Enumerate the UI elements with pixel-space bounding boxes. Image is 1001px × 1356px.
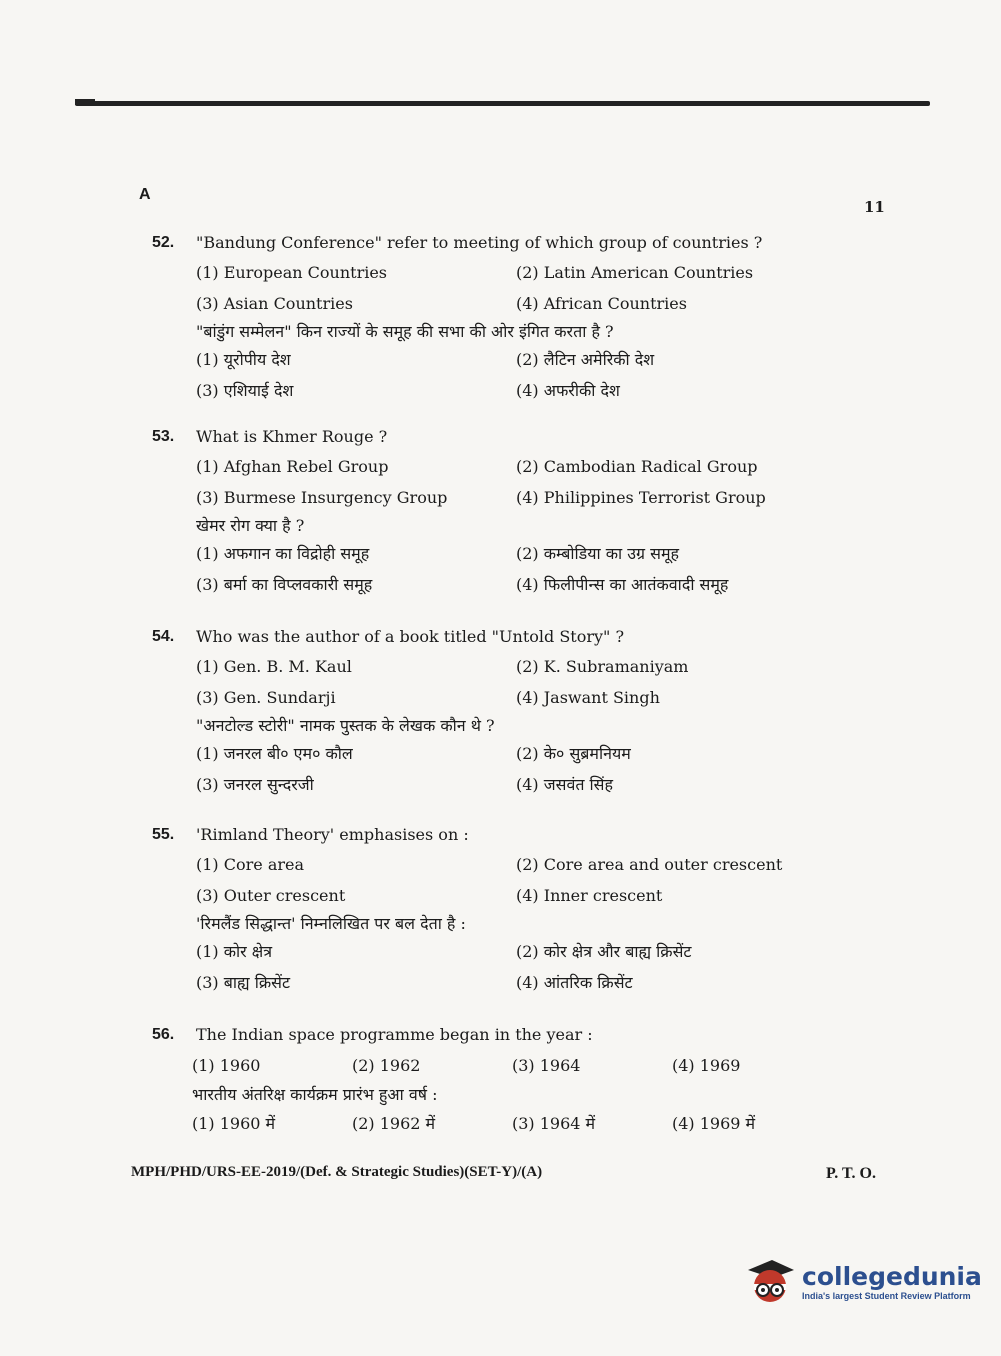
question-number: 53. — [152, 428, 175, 445]
option-hi: (3) एशियाई देश — [196, 381, 294, 400]
option-hi: (4) आंतरिक क्रिसेंट — [516, 973, 633, 992]
option-en: (3) Burmese Insurgency Group — [196, 488, 448, 507]
option-en: (1) 1960 — [192, 1056, 261, 1075]
collegedunia-watermark — [744, 1256, 982, 1308]
question-text-en: Who was the author of a book titled "Untold Story" ? — [196, 627, 625, 646]
top-rule — [75, 101, 930, 106]
question-number: 52. — [152, 234, 175, 251]
question-text-en: "Bandung Conference" refer to meeting of which group of countries ? — [196, 233, 763, 252]
option-en: (3) Gen. Sundarji — [196, 688, 336, 707]
question-text-hi: भारतीय अंतरिक्ष कार्यक्रम प्रारंभ हुआ वर्ष : — [192, 1085, 438, 1104]
option-en: (4) 1969 — [672, 1056, 741, 1075]
option-en: (1) Core area — [196, 855, 305, 874]
option-en: (3) 1964 — [512, 1056, 581, 1075]
option-hi: (4) फिलीपीन्स का आतंकवादी समूह — [516, 575, 729, 594]
option-en: (2) Latin American Countries — [516, 263, 754, 282]
option-en: (2) Core area and outer crescent — [516, 855, 783, 874]
option-en: (1) Gen. B. M. Kaul — [196, 657, 352, 676]
option-en: (2) K. Subramaniyam — [516, 657, 689, 676]
option-hi: (4) जसवंत सिंह — [516, 775, 613, 794]
option-hi: (1) 1960 में — [192, 1114, 276, 1133]
question-number: 55. — [152, 826, 175, 843]
option-hi: (2) लैटिन अमेरिकी देश — [516, 350, 655, 369]
brand-name: collegedunia — [802, 1262, 982, 1291]
option-hi: (4) 1969 में — [672, 1114, 756, 1133]
option-en: (4) African Countries — [516, 294, 687, 313]
option-hi: (3) बाह्य क्रिसेंट — [196, 973, 291, 992]
question-55 — [152, 822, 832, 996]
question-53 — [152, 424, 832, 598]
option-hi: (2) कम्बोडिया का उग्र समूह — [516, 544, 680, 563]
question-text-en: What is Khmer Rouge ? — [196, 427, 388, 446]
question-54 — [152, 624, 832, 798]
set-letter: A — [139, 186, 151, 203]
option-en: (4) Inner crescent — [516, 886, 663, 905]
option-en: (3) Outer crescent — [196, 886, 346, 905]
option-en: (2) 1962 — [352, 1056, 421, 1075]
pto-label: P. T. O. — [826, 1165, 876, 1182]
question-number: 54. — [152, 628, 175, 645]
option-hi: (3) बर्मा का विप्लवकारी समूह — [196, 575, 373, 594]
question-text-en: 'Rimland Theory' emphasises on : — [196, 825, 469, 844]
mascot-logo-icon — [744, 1256, 796, 1308]
option-en: (1) European Countries — [196, 263, 388, 282]
option-hi: (1) कोर क्षेत्र — [196, 942, 273, 961]
question-text-hi: 'रिमलैंड सिद्धान्त' निम्नलिखित पर बल देता है : — [196, 914, 466, 933]
option-hi: (2) कोर क्षेत्र और बाह्य क्रिसेंट — [516, 942, 692, 961]
option-hi: (2) 1962 में — [352, 1114, 436, 1133]
option-hi: (3) 1964 में — [512, 1114, 596, 1133]
option-en: (1) Afghan Rebel Group — [196, 457, 389, 476]
option-en: (4) Philippines Terrorist Group — [516, 488, 766, 507]
question-text-en: The Indian space programme began in the year : — [196, 1025, 593, 1044]
question-56 — [152, 1022, 832, 1138]
page-number: 11 — [864, 198, 885, 216]
option-hi: (4) अफरीकी देश — [516, 381, 620, 400]
option-hi: (1) जनरल बी० एम० कौल — [196, 744, 353, 763]
option-hi: (1) यूरोपीय देश — [196, 350, 291, 369]
question-52 — [152, 230, 832, 404]
option-hi: (2) के० सुब्रमनियम — [516, 744, 631, 763]
option-en: (4) Jaswant Singh — [516, 688, 660, 707]
option-hi: (3) जनरल सुन्दरजी — [196, 775, 314, 794]
question-text-hi: "अनटोल्ड स्टोरी" नामक पुस्तक के लेखक कौन थे ? — [196, 716, 495, 735]
paper-code: MPH/PHD/URS-EE-2019/(Def. & Strategic Studies)(SET-Y)/(A) — [131, 1164, 543, 1180]
question-text-hi: खेमर रोग क्या है ? — [196, 516, 305, 535]
option-hi: (1) अफगान का विद्रोही समूह — [196, 544, 370, 563]
question-number: 56. — [152, 1026, 175, 1043]
brand-tagline: India's largest Student Review Platform — [802, 1291, 971, 1301]
option-en: (2) Cambodian Radical Group — [516, 457, 758, 476]
option-en: (3) Asian Countries — [196, 294, 353, 313]
question-text-hi: "बांडुंग सम्मेलन" किन राज्यों के समूह की सभा की ओर इंगित करता है ? — [196, 322, 614, 341]
